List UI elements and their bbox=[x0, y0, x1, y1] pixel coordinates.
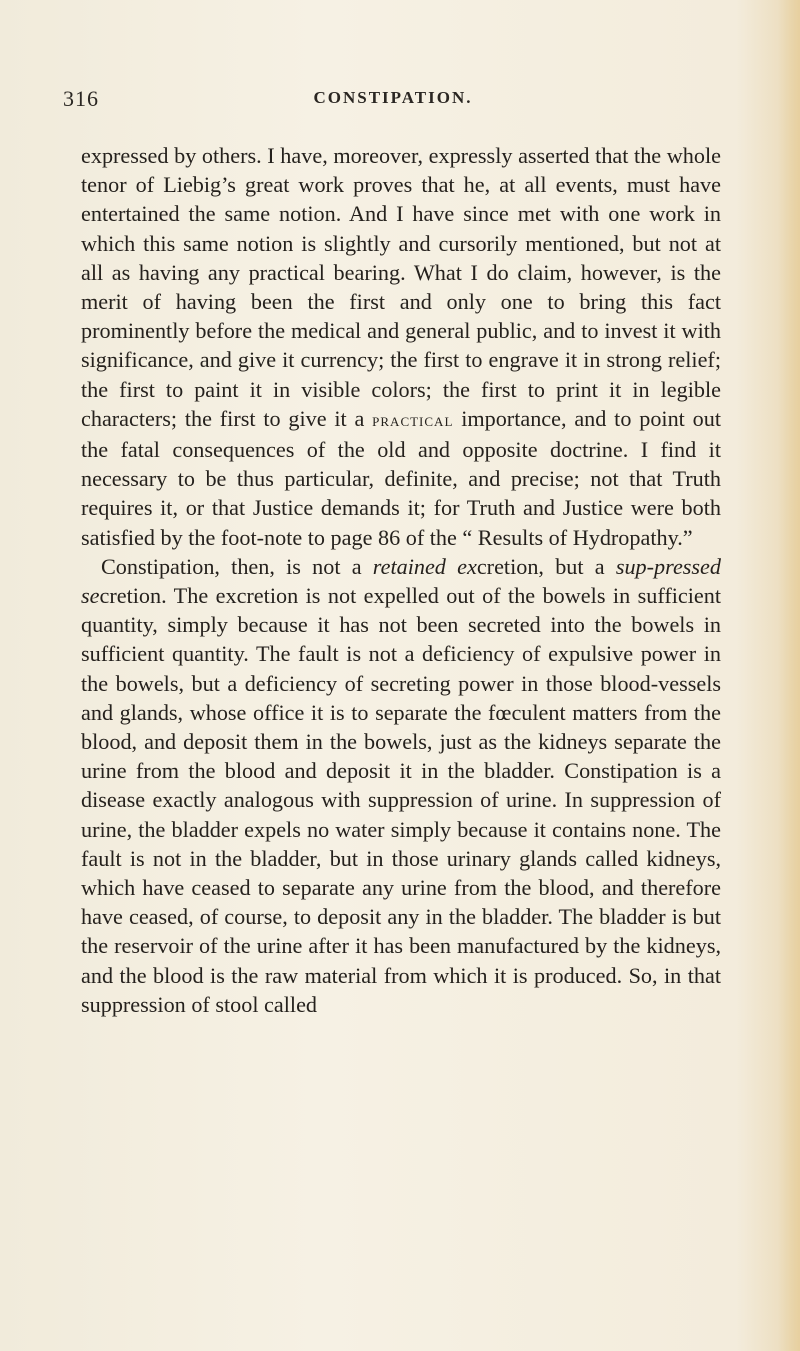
practical-emphasis: practical bbox=[372, 409, 454, 431]
page-number: 316 bbox=[63, 86, 99, 111]
paragraph-2 bbox=[81, 552, 721, 1019]
se-emphasis: se bbox=[81, 583, 100, 609]
paragraph-2-text-b: cretion, but a bbox=[476, 553, 616, 579]
page-header bbox=[63, 86, 723, 114]
paragraph-2-text-c: cretion. The excretion is not expelled out of the bowels in sufficient quantity, simply because it has not been secreted into the bowels in sufficient quantity. The fault is not a deficiency of expulsive power in the bowels, but a deficiency of secreting power in those blood-vessels and glands, whose office it is to separate the fœculent matters from the blood, and deposit them in the bowels, just as the kidneys separate the urine from the blood and deposit it in the bladder. Constipation is a disease exactly analogous with suppression of urine. In suppression of urine, the bladder expels no water simply because it contains none. The fault is not in the bladder, but in those urinary glands called kidneys, which have ceased to separate any urine from the blood, and therefore have ceased, of course, to deposit any in the bladder. The bladder is but the reservoir of the urine after it has been manufactured by the kidneys, and the blood is the raw material from which it is produced. So, in that suppression of stool called bbox=[81, 583, 721, 1017]
paragraph-1-text-b: importance, and to point out the fatal consequences of the old and opposite doctrine. I find it necessary to be thus particular, definite, and precise; not that Truth requires it, or that Justice demands it; for Truth and Justice were both satisfied by the foot-note to page 86 of the “ Results of Hydropathy.” bbox=[81, 405, 721, 550]
suppressed-emphasis: sup-pressed bbox=[615, 553, 722, 579]
paragraph-1-text-a: expressed by others. I have, moreover, expressly asserted that the whole tenor of Liebig’s great work proves that he, at all events, must have entertained the same notion. And I have since met with one work in which this same notion is slightly and cursorily mentioned, but not at all as having any practical bearing. What I do claim, however, is the merit of having been the first and only one to bring this fact prominently before the medical and general public, and to invest it with significance, and give it currency; the first to engrave it in strong relief; the first to paint it in visible colors; the first to print it in legible characters; the first to give it a bbox=[81, 143, 721, 431]
running-title: CONSTIPATION. bbox=[313, 88, 473, 107]
retained-emphasis: retained bbox=[372, 553, 446, 579]
body-text bbox=[81, 141, 721, 1019]
paragraph-2-text-a: Constipation, then, is not a bbox=[101, 553, 373, 579]
paragraph-2-space-a bbox=[446, 554, 457, 579]
paragraph-1 bbox=[81, 141, 721, 552]
page-edge-shading bbox=[778, 0, 800, 1351]
ex-emphasis: ex bbox=[457, 553, 477, 579]
